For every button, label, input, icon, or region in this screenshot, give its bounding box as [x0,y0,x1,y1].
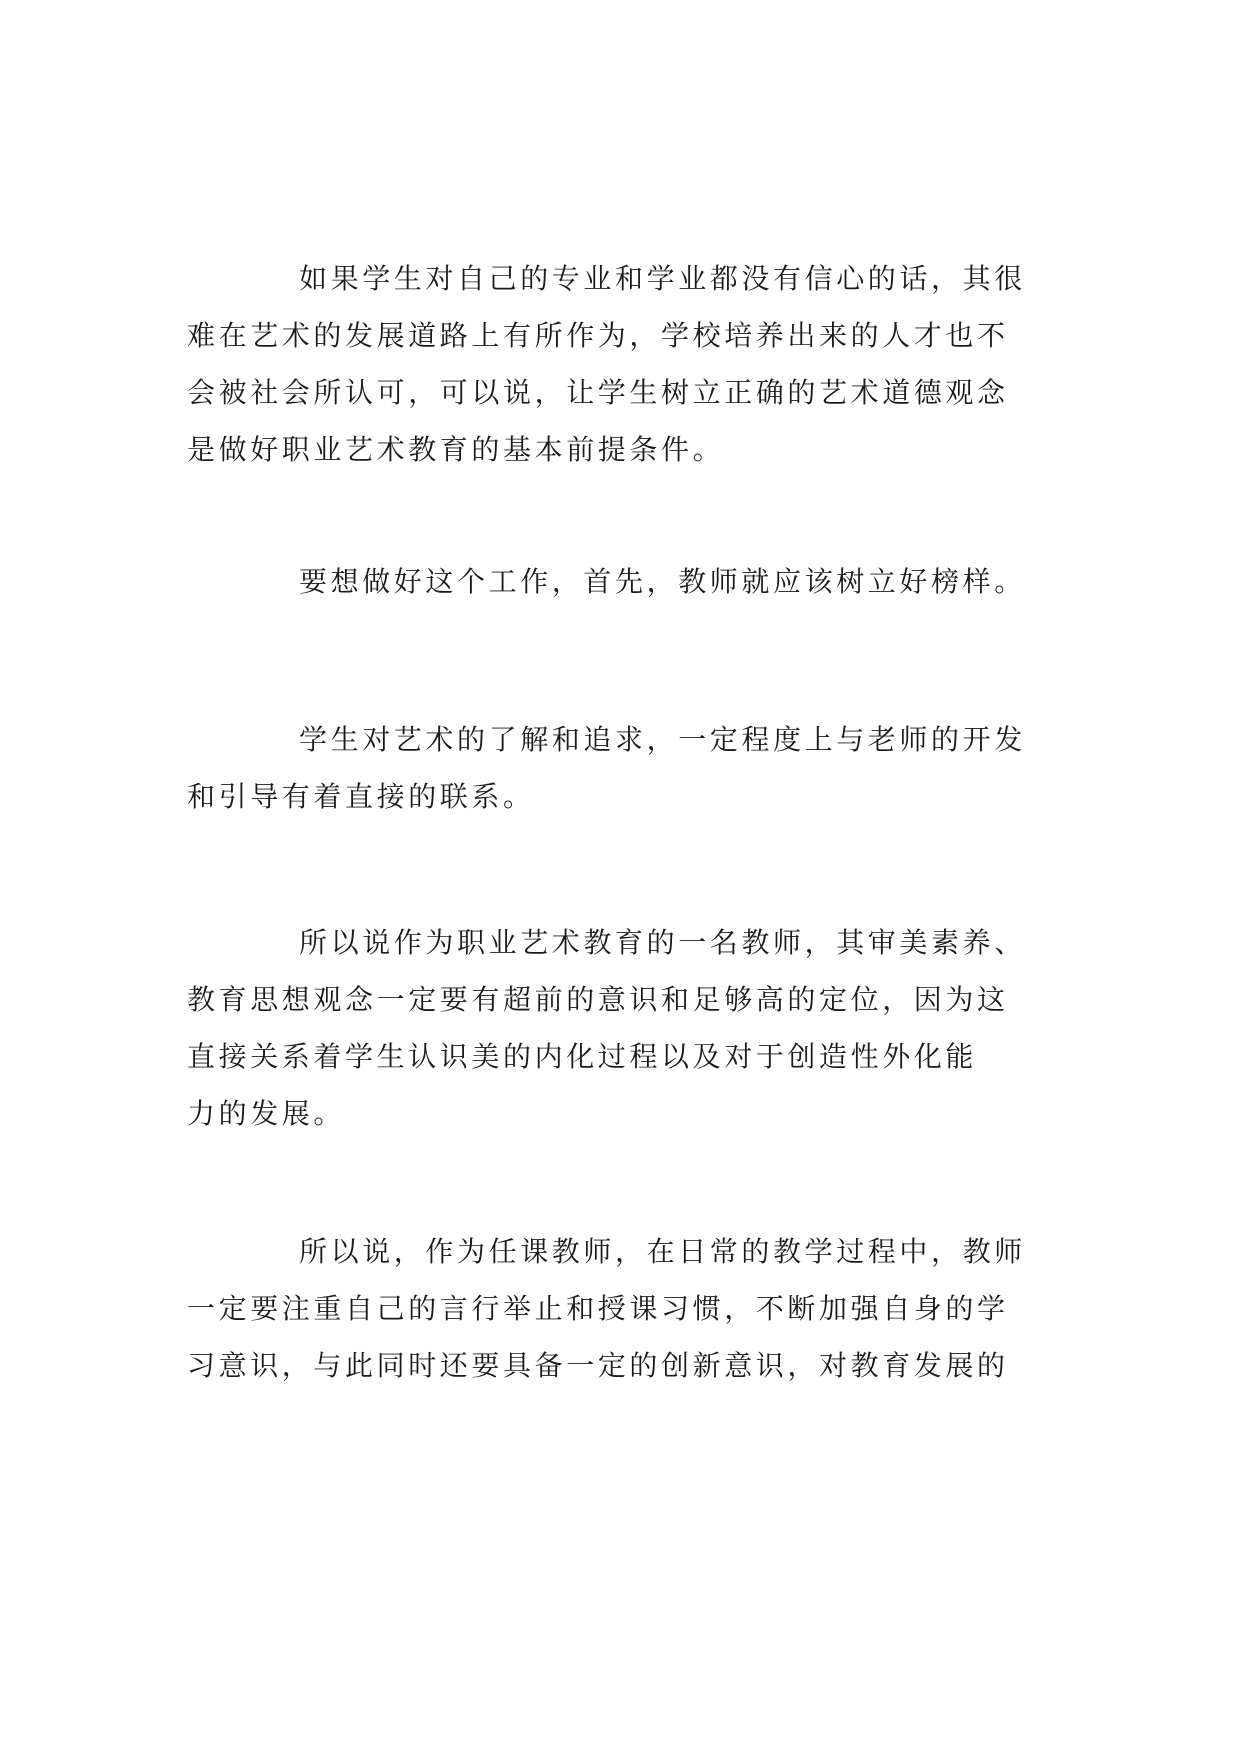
paragraph-line: 会被社会所认可，可以说，让学生树立正确的艺术道德观念 [187,376,1009,409]
paragraph-line: 直接关系着学生认识美的内化过程以及对于创造性外化能 [187,1040,978,1073]
paragraph-line: 习意识，与此同时还要具备一定的创新意识，对教育发展的 [187,1349,1009,1382]
paragraph-4 [187,914,1049,1142]
paragraph-1 [187,250,1049,478]
paragraph-line: 一定要注重自己的言行举止和授课习惯，不断加强自身的学 [187,1292,1009,1325]
paragraph-line: 如果学生对自己的专业和学业都没有信心的话，其很 [299,262,1026,295]
paragraph-2 [187,553,1049,610]
paragraph-3 [187,711,1049,825]
paragraph-5 [187,1223,1049,1394]
paragraph-line: 学生对艺术的了解和追求，一定程度上与老师的开发 [299,723,1026,756]
paragraph-line: 要想做好这个工作，首先，教师就应该树立好榜样。 [299,565,1026,598]
paragraph-line: 难在艺术的发展道路上有所作为，学校培养出来的人才也不 [187,319,1009,352]
paragraph-line: 力的发展。 [187,1097,346,1130]
paragraph-line: 所以说，作为任课教师，在日常的教学过程中，教师 [299,1235,1026,1268]
paragraph-line: 所以说作为职业艺术教育的一名教师，其审美素养、 [299,926,1026,959]
paragraph-line: 是做好职业艺术教育的基本前提条件。 [187,433,725,466]
paragraph-line: 教育思想观念一定要有超前的意识和足够高的定位，因为这 [187,983,1009,1016]
paragraph-line: 和引导有着直接的联系。 [187,780,535,813]
